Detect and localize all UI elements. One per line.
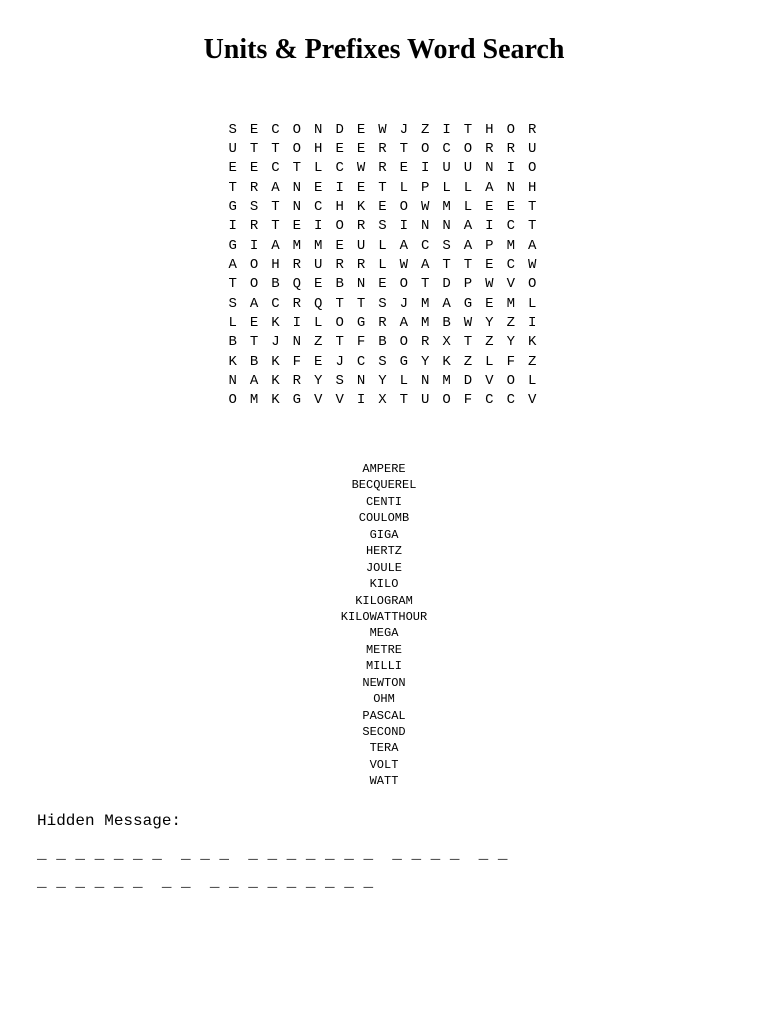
grid-letter: G [228,237,237,254]
grid-letter: C [421,237,430,254]
grid-letter: D [335,121,344,138]
grid-letter: L [314,315,323,332]
grid-letter: W [485,276,494,293]
grid-row [222,371,543,390]
grid-letter: G [292,392,302,409]
grid-letter: U [228,141,237,158]
grid-letter: Y [421,353,430,370]
grid-letter: T [442,257,451,274]
grid-letter: X [442,334,451,351]
grid-row [222,333,543,352]
grid-letter: L [527,373,537,390]
grid-letter: S [378,218,387,235]
grid-letter: S [228,295,237,312]
grid-letter: I [356,392,366,409]
grid-letter: T [421,276,430,293]
grid-letter: I [442,121,451,138]
word-list-item: CENTI [365,494,402,509]
grid-letter: I [421,160,430,177]
grid-letter: V [335,392,344,409]
grid-letter: T [228,179,237,196]
grid-letter: W [421,199,430,216]
grid-letter: T [271,199,280,216]
grid-letter: O [399,334,409,351]
grid-letter: E [335,141,344,158]
grid-letter: M [249,392,259,409]
grid-letter: R [421,334,430,351]
grid-letter: E [378,199,387,216]
grid-letter: L [463,179,473,196]
grid-letter: W [378,121,387,138]
grid-letter: T [271,141,280,158]
grid-letter: R [356,218,366,235]
grid-letter: Z [485,334,494,351]
grid-letter: E [356,179,366,196]
grid-letter: C [506,257,515,274]
grid-row [222,178,543,197]
hidden-message-blanks-line-1: _ _ _ _ _ _ _ _ _ _ _ _ _ _ _ _ _ _ _ _ _ _ _ [37,845,508,863]
grid-letter: E [314,276,323,293]
grid-letter: T [335,295,344,312]
grid-letter: H [527,179,537,196]
grid-letter: E [314,179,323,196]
grid-letter: C [356,353,366,370]
grid-letter: E [249,160,259,177]
grid-letter: L [378,237,387,254]
grid-letter: C [442,141,451,158]
grid-letter: T [463,121,473,138]
grid-letter: N [506,179,515,196]
grid-letter: G [356,315,366,332]
grid-letter: E [485,199,494,216]
grid-letter: I [399,218,409,235]
grid-letter: I [314,218,323,235]
grid-letter: Z [463,353,473,370]
grid-letter: H [271,257,280,274]
grid-letter: E [292,218,302,235]
grid-letter: A [399,237,409,254]
word-list [0,461,768,790]
grid-letter: E [314,353,323,370]
word-list-item: KILOGRAM [355,593,413,608]
grid-letter: N [228,373,237,390]
word-list-item: COULOMB [358,511,410,526]
grid-letter: T [463,334,473,351]
grid-letter: E [228,160,237,177]
grid-letter: L [485,353,494,370]
grid-letter: A [463,218,473,235]
grid-letter: T [271,218,280,235]
grid-letter: C [271,160,280,177]
grid-letter: I [485,218,494,235]
grid-letter: T [463,257,473,274]
word-list-item: TERA [369,741,399,756]
grid-letter: P [463,276,473,293]
word-list-item: AMPERE [362,462,406,476]
grid-letter: T [399,392,409,409]
grid-letter: M [442,199,451,216]
grid-letter: N [442,218,451,235]
grid-letter: C [271,121,280,138]
grid-letter: B [228,334,237,351]
grid-letter: C [335,160,344,177]
grid-letter: R [506,141,515,158]
grid-letter: V [506,276,515,293]
grid-letter: O [527,160,537,177]
grid-letter: O [292,141,302,158]
grid-letter: J [271,334,280,351]
grid-letter: A [271,237,280,254]
grid-letter: O [335,315,344,332]
grid-letter: N [356,373,366,390]
grid-letter: O [442,392,451,409]
grid-letter: T [527,199,537,216]
grid-letter: D [442,276,451,293]
grid-letter: A [399,315,409,332]
grid-letter: B [335,276,344,293]
grid-letter: F [506,353,515,370]
grid-letter: F [292,353,302,370]
grid-letter: B [442,315,451,332]
grid-letter: I [335,179,344,196]
grid-letter: M [421,295,430,312]
grid-letter: T [292,160,302,177]
grid-letter: X [378,392,387,409]
grid-row [222,159,543,178]
grid-letter: I [527,315,537,332]
grid-letter: T [378,179,387,196]
grid-letter: Y [506,334,515,351]
grid-letter: E [399,160,409,177]
grid-letter: R [292,373,302,390]
grid-letter: F [356,334,366,351]
grid-letter: U [421,392,430,409]
grid-row [222,255,543,274]
grid-letter: C [506,392,515,409]
grid-letter: A [463,237,473,254]
grid-letter: B [378,334,387,351]
word-list-item: VOLT [369,757,399,772]
grid-letter: I [506,160,515,177]
grid-letter: A [485,179,494,196]
word-list-item: MEGA [369,626,399,641]
grid-letter: K [527,334,537,351]
word-list-item: OHM [373,692,395,707]
grid-letter: S [442,237,451,254]
grid-letter: O [399,276,409,293]
grid-letter: R [378,315,387,332]
grid-letter: L [399,373,409,390]
grid-letter: L [463,199,473,216]
grid-letter: R [249,179,259,196]
grid-row [222,391,543,410]
grid-letter: Q [292,276,302,293]
grid-letter: O [399,199,409,216]
grid-letter: T [228,276,237,293]
grid-letter: G [399,353,409,370]
grid-letter: N [292,179,302,196]
grid-letter: M [506,295,515,312]
grid-letter: V [485,373,494,390]
word-list-item: KILOWATTHOUR [340,609,428,624]
grid-row [222,313,543,332]
grid-letter: L [399,179,409,196]
grid-letter: L [228,315,237,332]
grid-letter: C [271,295,280,312]
grid-letter: R [485,141,494,158]
grid-letter: U [463,160,473,177]
grid-letter: T [335,334,344,351]
grid-letter: H [335,199,344,216]
grid-letter: E [356,121,366,138]
grid-letter: T [249,334,259,351]
grid-letter: Y [485,315,494,332]
grid-letter: C [485,392,494,409]
grid-letter: R [292,295,302,312]
grid-letter: S [378,295,387,312]
word-list-item: BECQUEREL [351,478,417,493]
grid-row [222,217,543,236]
grid-row [222,294,543,313]
word-list-item: HERTZ [365,544,402,559]
grid-letter: K [442,353,451,370]
grid-letter: N [314,121,323,138]
grid-letter: H [314,141,323,158]
grid-letter: S [228,121,237,138]
grid-letter: Y [378,373,387,390]
grid-letter: N [292,334,302,351]
grid-letter: K [271,392,280,409]
grid-letter: T [527,218,537,235]
grid-letter: O [527,276,537,293]
grid-letter: K [356,199,366,216]
grid-letter: U [314,257,323,274]
grid-letter: K [271,353,280,370]
grid-letter: W [399,257,409,274]
grid-letter: A [249,373,259,390]
grid-letter: H [485,121,494,138]
grid-letter: A [271,179,280,196]
grid-letter: O [421,141,430,158]
hidden-message-blanks-line-2: _ _ _ _ _ _ _ _ _ _ _ _ _ _ _ _ _ [37,873,374,891]
grid-letter: P [421,179,430,196]
grid-letter: G [463,295,473,312]
grid-letter: J [399,295,409,312]
grid-letter: W [356,160,366,177]
grid-letter: I [249,237,259,254]
grid-letter: B [249,353,259,370]
grid-letter: K [271,315,280,332]
grid-letter: U [356,237,366,254]
grid-letter: E [249,315,259,332]
hidden-message-label: Hidden Message: [37,812,182,830]
grid-row [222,352,543,371]
grid-letter: O [228,392,237,409]
grid-letter: C [314,199,323,216]
grid-letter: Z [314,334,323,351]
grid-letter: A [421,257,430,274]
grid-letter: A [228,257,237,274]
grid-letter: U [527,141,537,158]
grid-letter: E [485,257,494,274]
grid-letter: N [292,199,302,216]
grid-letter: I [228,218,237,235]
grid-letter: R [527,121,537,138]
grid-letter: O [335,218,344,235]
grid-letter: K [271,373,280,390]
word-search-grid [222,120,543,410]
word-list-item: SECOND [362,725,406,739]
grid-letter: E [378,276,387,293]
grid-letter: R [249,218,259,235]
grid-letter: Y [314,373,323,390]
grid-letter: R [378,160,387,177]
grid-letter: U [442,160,451,177]
grid-letter: I [292,315,302,332]
grid-row [222,197,543,216]
word-list-item: GIGA [369,527,399,542]
grid-letter: J [399,121,409,138]
grid-letter: P [485,237,494,254]
grid-letter: M [442,373,451,390]
grid-row [222,236,543,255]
grid-letter: Z [506,315,515,332]
grid-letter: K [228,353,237,370]
grid-letter: O [506,121,515,138]
grid-letter: D [463,373,473,390]
grid-letter: O [506,373,515,390]
grid-row [222,275,543,294]
grid-letter: N [356,276,366,293]
grid-letter: R [356,257,366,274]
grid-letter: E [506,199,515,216]
grid-letter: Z [421,121,430,138]
grid-letter: C [506,218,515,235]
grid-letter: R [378,141,387,158]
grid-letter: G [228,199,237,216]
grid-letter: E [485,295,494,312]
grid-letter: B [271,276,280,293]
grid-letter: O [292,121,302,138]
grid-letter: T [356,295,366,312]
grid-letter: S [378,353,387,370]
grid-letter: E [356,141,366,158]
grid-letter: O [249,257,259,274]
grid-letter: L [314,160,323,177]
grid-letter: S [249,199,259,216]
word-list-item: MILLI [365,659,402,674]
grid-letter: Q [314,295,323,312]
grid-letter: L [378,257,387,274]
grid-row [222,139,543,158]
grid-letter: T [249,141,259,158]
grid-letter: N [421,373,430,390]
word-list-item: JOULE [365,560,402,575]
grid-letter: Z [527,353,537,370]
grid-row [222,120,543,139]
grid-letter: R [292,257,302,274]
grid-letter: A [249,295,259,312]
word-list-item: WATT [369,774,399,789]
word-list-item: PASCAL [362,708,406,723]
grid-letter: R [335,257,344,274]
grid-letter: V [527,392,537,409]
grid-letter: L [527,295,537,312]
grid-letter: N [421,218,430,235]
page-title: Units & Prefixes Word Search [203,34,565,65]
grid-letter: O [463,141,473,158]
grid-letter: V [314,392,323,409]
grid-letter: T [399,141,409,158]
grid-letter: M [292,237,302,254]
word-list-item: KILO [369,577,399,592]
grid-letter: N [485,160,494,177]
grid-letter: A [442,295,451,312]
grid-letter: M [314,237,323,254]
grid-letter: A [527,237,537,254]
grid-letter: W [527,257,537,274]
grid-letter: M [421,315,430,332]
word-list-item: METRE [365,642,402,657]
grid-letter: M [506,237,515,254]
grid-letter: W [463,315,473,332]
grid-letter: S [335,373,344,390]
grid-letter: E [249,121,259,138]
grid-letter: E [335,237,344,254]
grid-letter: J [335,353,344,370]
grid-letter: O [249,276,259,293]
word-list-item: NEWTON [362,675,406,690]
grid-letter: L [442,179,451,196]
grid-letter: F [463,392,473,409]
